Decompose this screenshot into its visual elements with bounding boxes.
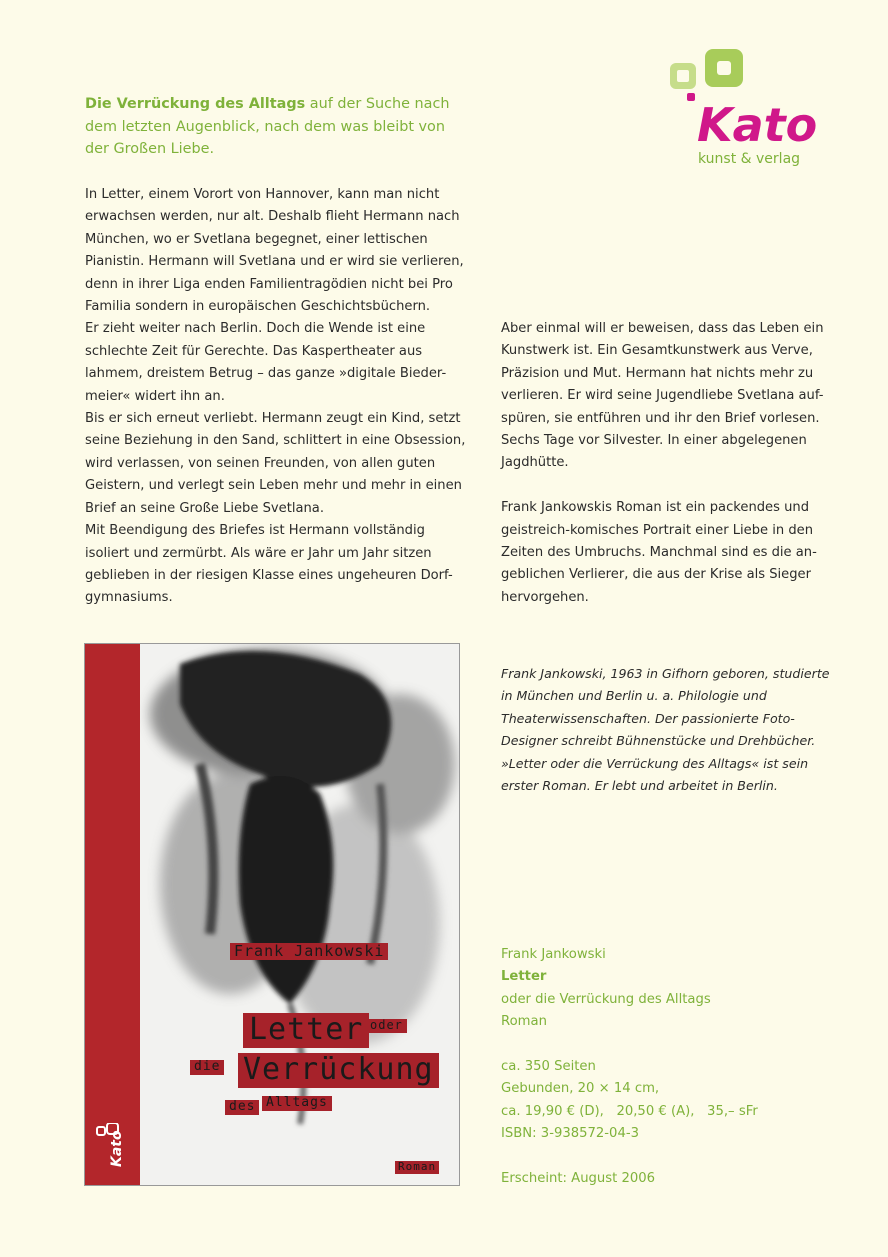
right-line: Zeiten des Umbruchs. Manchmal sind es die an- [501,545,817,561]
biblio-pages: ca. 350 Seiten [501,1059,596,1075]
bio-line: »Letter oder die Verrückung des Alltags« ist sein [501,755,809,771]
cover-spine [85,644,140,1185]
intro-title: Die Verrückung des Alltags [85,96,306,112]
right-line: Kunstwerk ist. Ein Gesamtkunstwerk aus Verve, [501,343,813,359]
right-line: verlieren. Er wird seine Jugendliebe Svetlana auf- [501,388,824,404]
biblio-subtitle: oder die Verrückung des Alltags [501,991,711,1007]
bibliographic-info [501,944,831,1190]
left-line: München, wo er Svetlana begegnet, einer lettischen [85,231,428,247]
right-column-text [501,318,831,609]
left-line: meier« widert ihn an. [85,388,225,404]
kato-logo-icon [665,45,825,175]
intro-line3: der Großen Liebe. [85,141,215,157]
biblio-binding: Gebunden, 20 × 14 cm, [501,1081,660,1097]
right-line: Aber einmal will er beweisen, dass das Leben ein [501,321,824,336]
cover-title-die: die [190,1060,224,1075]
cover-title-letter: Letter [243,1013,369,1048]
cover-author: Frank Jankowski [230,943,388,960]
left-line: Brief an seine Große Liebe Svetlana. [85,500,324,516]
logo-brand: Kato [697,98,818,152]
left-line: Pianistin. Hermann will Svetlana und er wird sie verlieren, [85,254,464,270]
left-line: wird verlassen, von seinen Freunden, von allen guten [85,455,436,471]
cover-title-alltags: Alltags [262,1096,332,1111]
bio-line: erster Roman. Er lebt und arbeitet in Berlin. [501,778,778,794]
left-line: isoliert und zermürbt. Als wäre er Jahr um Jahr sitzen [85,545,432,561]
biblio-release: Erscheint: August 2006 [501,1171,656,1187]
left-line: In Letter, einem Vorort von Hannover, kann man nicht [85,187,440,202]
right-line: geistreich-komisches Portrait einer Liebe in den [501,522,814,538]
biblio-price: ca. 19,90 € (D), 20,50 € (A), 35,– sFr [501,1103,758,1119]
left-line: Mit Beendigung des Briefes ist Hermann vollständig [85,523,425,539]
cover-title-des: des [225,1100,259,1115]
biblio-isbn: ISBN: 3-938572-04-3 [501,1126,639,1142]
kato-logo [665,45,825,175]
author-bio [501,663,831,797]
right-line: Jagdhütte. [501,455,569,471]
left-line: lahmem, dreistem Betrug – das ganze »digitale Bieder- [85,366,447,382]
right-line: geblichen Verlierer, die aus der Krise als Sieger [501,567,811,583]
left-line: Bis er sich erneut verliebt. Hermann zeugt ein Kind, setzt [85,411,461,427]
left-line: denn in ihrer Liga enden Familientragödien nicht bei Pro [85,276,453,292]
spine-brand: Kato [109,1130,125,1167]
bio-line: Theaterwissenschaften. Der passionierte Foto- [501,710,795,726]
bio-line: Designer schreibt Bühnenstücke und Drehbücher. [501,733,816,749]
left-line: Geistern, und verlegt sein Leben mehr und mehr in einen [85,478,462,494]
intro-line1-rest: auf der Suche nach [305,96,450,112]
right-line: hervorgehen. [501,589,589,605]
left-line: schlechte Zeit für Gerechte. Das Kaspertheater aus [85,343,423,359]
cover-genre: Roman [395,1161,439,1174]
right-line: spüren, sie entführen und ihr den Brief vorlesen. [501,410,820,426]
biblio-author: Frank Jankowski [501,947,606,962]
biblio-title: Letter [501,969,547,985]
intro-line2: dem letzten Augenblick, nach dem was bleibt von [85,118,445,135]
right-line: Sechs Tage vor Silvester. In einer abgelegenen [501,433,807,449]
left-line: gymnasiums. [85,590,173,606]
left-line: erwachsen werden, nur alt. Deshalb flieht Hermann nach [85,209,460,225]
right-line: Frank Jankowskis Roman ist ein packendes und [501,500,810,516]
logo-tagline: kunst & verlag [698,151,801,167]
bio-line: Frank Jankowski, 1963 in Gifhorn geboren, studierte [501,666,830,681]
bio-line: in München und Berlin u. a. Philologie und [501,688,767,704]
left-line: Familia sondern in europäischen Geschichtsbüchern. [85,299,431,315]
spine-kato-logo-icon [93,1123,133,1171]
left-column-text [85,184,470,610]
left-line: geblieben in der riesigen Klasse eines ungeheuren Dorf- [85,567,453,583]
left-line: seine Beziehung in den Sand, schlittert in eine Obsession, [85,433,466,449]
left-line: Er zieht weiter nach Berlin. Doch die Wende ist eine [85,321,426,337]
cover-title-oder: oder [366,1019,407,1033]
right-line: Präzision und Mut. Hermann hat nichts mehr zu [501,365,814,381]
cover-title-verrueckung: Verrückung [238,1053,439,1088]
biblio-genre: Roman [501,1014,547,1030]
intro-heading [85,93,465,161]
